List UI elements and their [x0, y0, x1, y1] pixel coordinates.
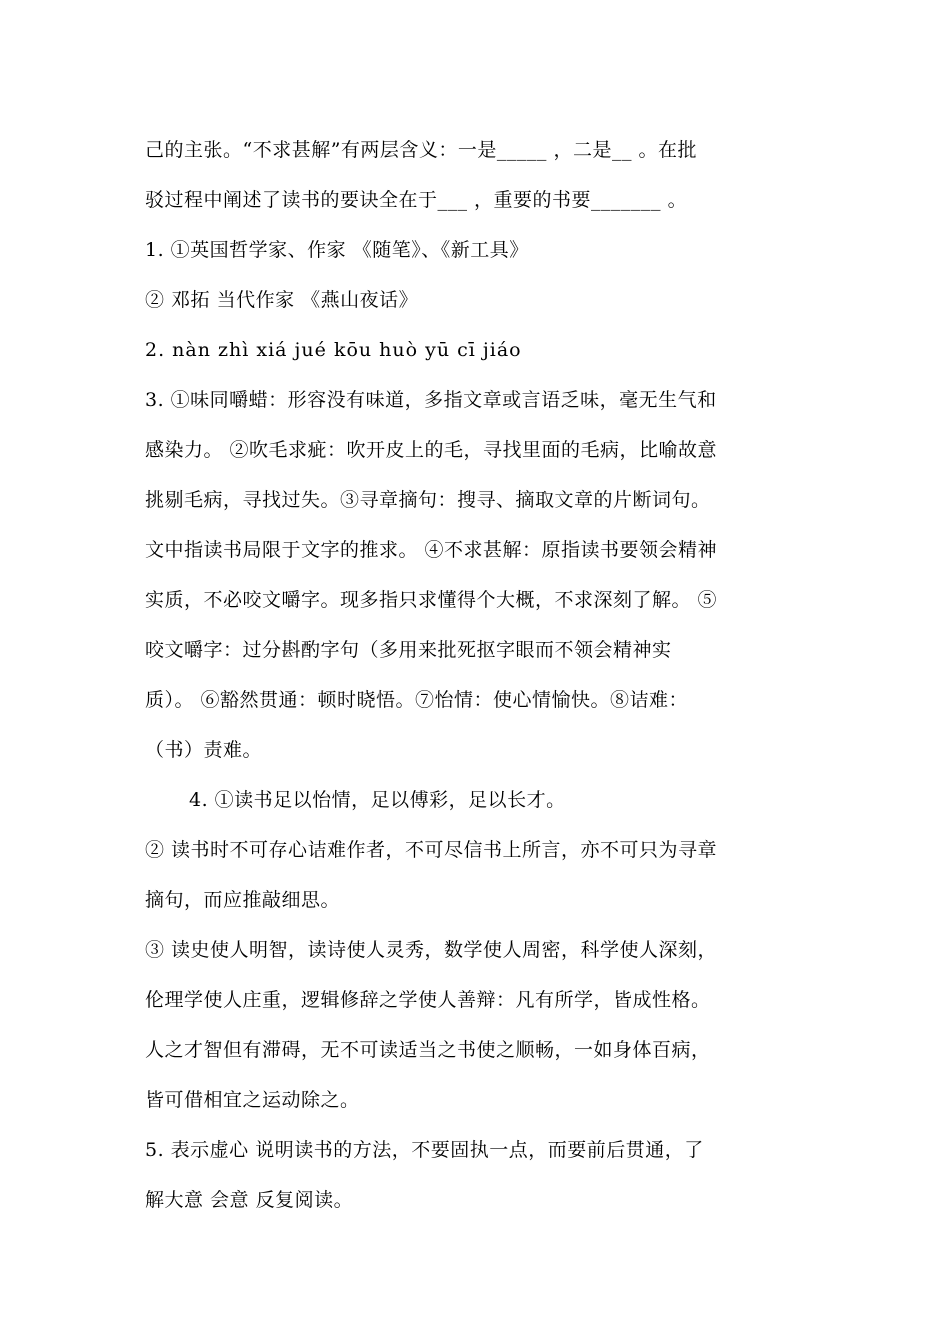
answer-2-pinyin-line: 2. nàn zhì xiá jué kōu huò yū cī jiáo [145, 339, 522, 361]
text-line: 挑剔毛病，寻找过失。③寻章摘句：搜寻、摘取文章的片断词句。 [145, 489, 711, 511]
text-line: ③ 读史使人明智，读诗使人灵秀，数学使人周密，科学使人深刻， [145, 939, 718, 961]
text-line: 人之才智但有滞碍，无不可读适当之书使之顺畅，一如身体百病， [145, 1039, 711, 1061]
text-line: 伦理学使人庄重，逻辑修辞之学使人善辩：凡有所学，皆成性格。 [145, 989, 711, 1011]
text-line: 实质，不必咬文嚼字。现多指只求懂得个大概，不求深刻了解。 ⑤ [145, 589, 718, 611]
text-line: 文中指读书局限于文字的推求。 ④不求甚解：原指读书要领会精神 [145, 539, 718, 561]
text-line: 感染力。 ②吹毛求疵：吹开皮上的毛，寻找里面的毛病，比喻故意 [145, 439, 718, 461]
answer-1-line: 1. ①英国哲学家、作家 《随笔》、《新工具》 [145, 239, 529, 261]
text-line: 质）。 ⑥豁然贯通：顿时晓悟。⑦怡情：使心情愉快。⑧诘难： [145, 689, 689, 711]
answer-text-block [145, 125, 805, 1225]
text-line: 皆可借相宜之运动除之。 [145, 1089, 360, 1111]
text-line: 解大意 会意 反复阅读。 [145, 1189, 354, 1211]
text-line: 咬文嚼字：过分斟酌字句（多用来批死抠字眼而不领会精神实 [145, 639, 672, 661]
text-line: 摘句，而应推敲细思。 [145, 889, 341, 911]
answer-4-line: 4. ①读书足以怡情，足以傅彩，足以长才。 [189, 789, 566, 811]
text-line: ② 邓拓 当代作家 《燕山夜话》 [145, 289, 419, 311]
text-line: 驳过程中阐述了读书的要诀全在于___ ，重要的书要_______ 。 [145, 189, 688, 211]
text-line: （书）责难。 [145, 739, 263, 761]
answer-5-line: 5. 表示虚心 说明读书的方法，不要固执一点，而要前后贯通，了 [145, 1139, 704, 1161]
answer-3-line: 3. ①味同嚼蜡：形容没有味道，多指文章或言语乏味，毫无生气和 [145, 389, 717, 411]
text-line: 己的主张。“不求甚解”有两层含义：一是_____ ，二是__ 。在批 [145, 139, 698, 161]
text-line: ② 读书时不可存心诘难作者，不可尽信书上所言，亦不可只为寻章 [145, 839, 718, 861]
